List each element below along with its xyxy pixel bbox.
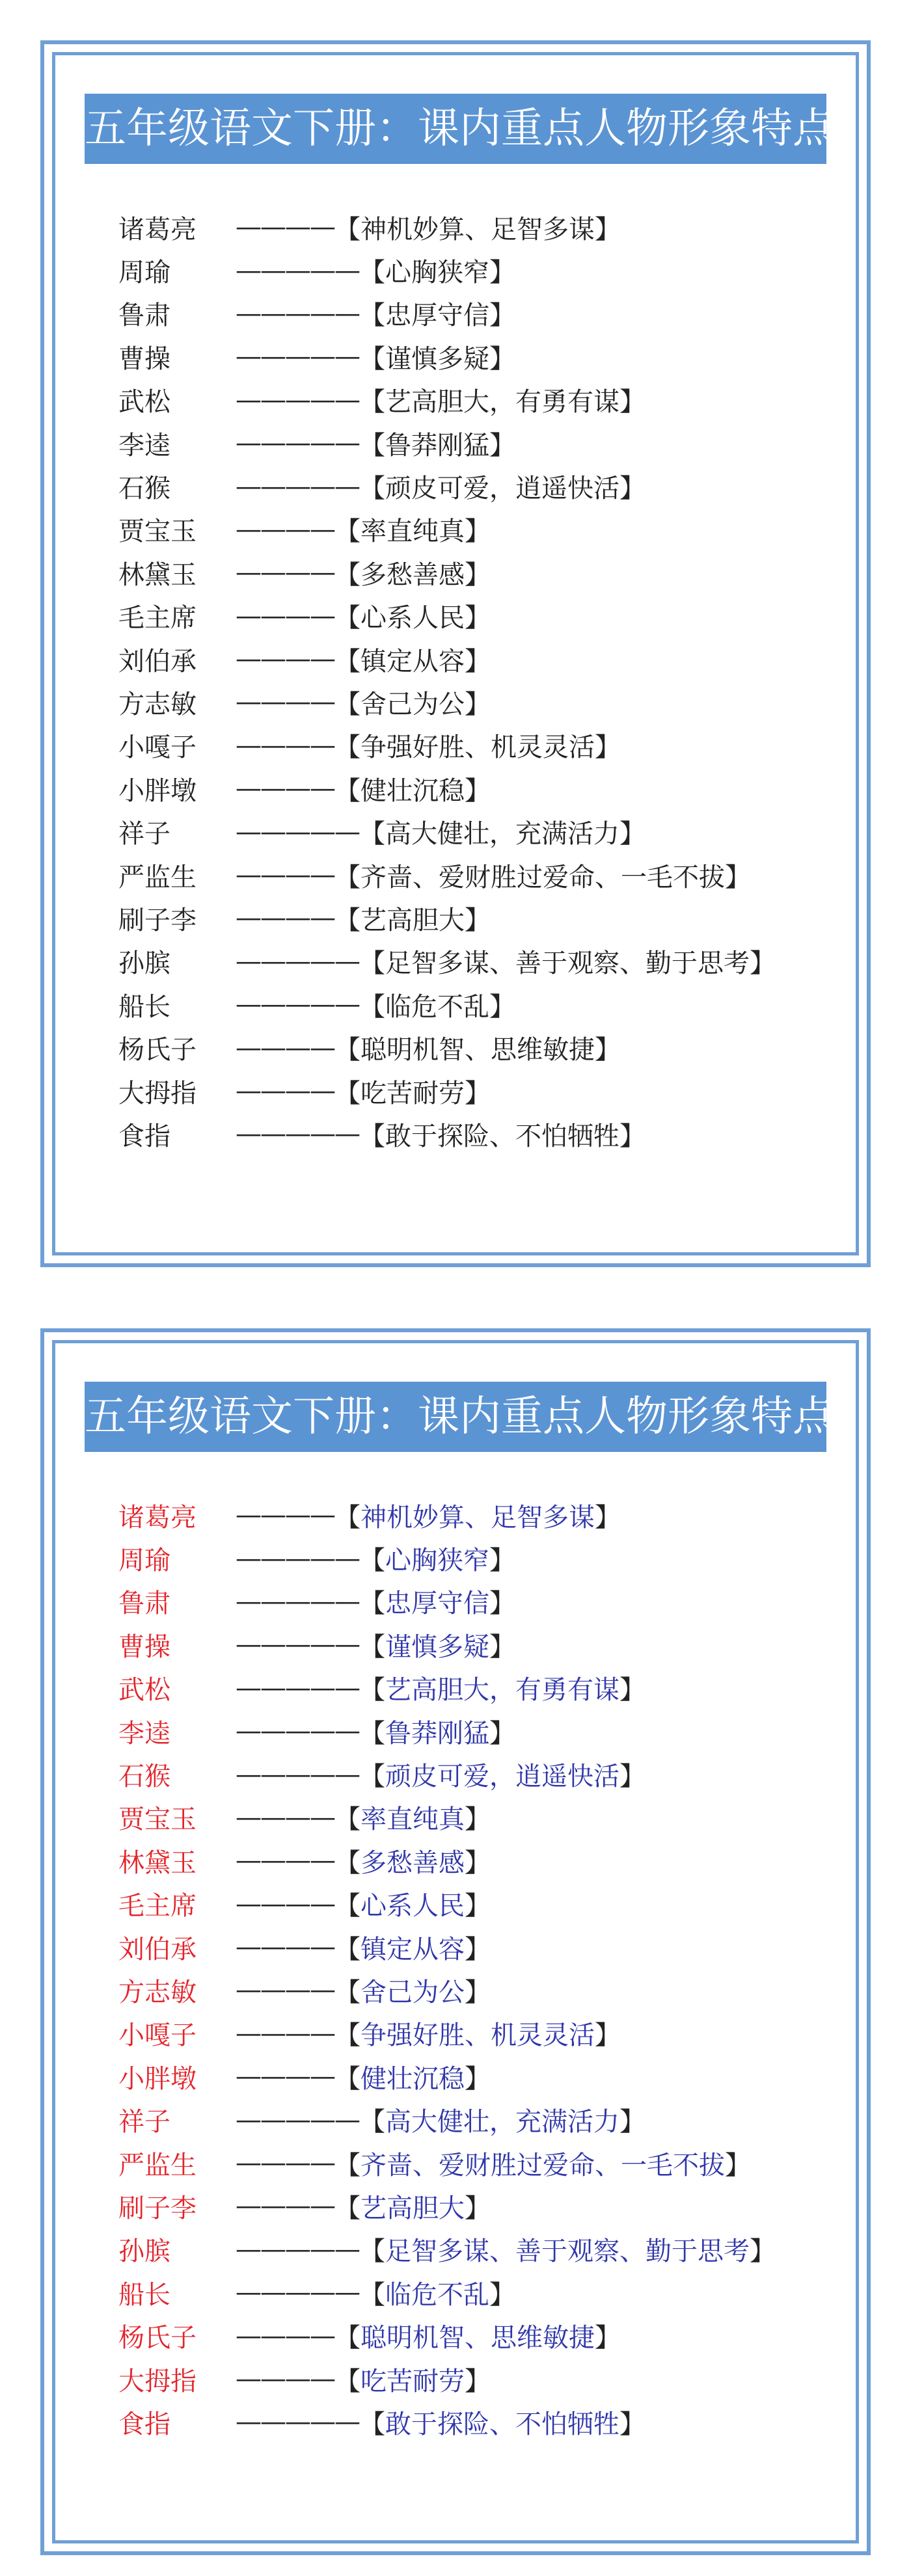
dash-separator: ———— — [236, 1076, 334, 1106]
page-title: 五年级语文下册：课内重点人物形象特点 — [85, 94, 826, 164]
character-name: 李逵 — [118, 430, 170, 461]
list-item — [118, 767, 776, 810]
character-trait: 顽皮可爱，逍遥快活 — [385, 1762, 619, 1792]
bracket-close: 】 — [619, 387, 646, 418]
bracket-close: 】 — [595, 214, 621, 245]
character-trait: 艺高胆大，有勇有谋 — [385, 387, 619, 418]
dash-separator: ———— — [236, 687, 334, 718]
dash-separator: ———— — [236, 514, 334, 544]
character-name: 大拇指 — [118, 2366, 197, 2396]
bracket-open: 【 — [334, 517, 360, 547]
dash-separator: ————— — [236, 1716, 359, 1747]
bracket-close: 】 — [465, 689, 491, 719]
dash-separator: ————— — [236, 1119, 359, 1149]
bracket-open: 【 — [334, 2150, 360, 2180]
list-item — [118, 2228, 776, 2271]
dash-separator: ———— — [236, 2018, 334, 2048]
character-trait: 吃苦耐劳 — [360, 2366, 465, 2396]
bracket-open: 【 — [334, 1891, 360, 1922]
character-name: 船长 — [118, 2279, 170, 2310]
character-name: 方志敏 — [118, 689, 197, 719]
character-name: 船长 — [118, 991, 170, 1022]
character-trait: 鲁莽刚猛 — [385, 430, 489, 461]
character-name: 刘伯承 — [118, 646, 197, 677]
list-item — [118, 853, 776, 896]
list-item — [118, 896, 776, 939]
bracket-close: 】 — [619, 2107, 646, 2138]
dash-separator: ———— — [236, 1975, 334, 2006]
bracket-open: 【 — [334, 905, 360, 935]
dash-separator: ————— — [236, 1672, 359, 1703]
bracket-open: 【 — [359, 2409, 385, 2439]
character-trait: 敢于探险、不怕牺牲 — [385, 1121, 619, 1151]
bracket-open: 【 — [359, 1762, 385, 1792]
bracket-open: 【 — [334, 1035, 360, 1066]
character-name: 严监生 — [118, 2150, 197, 2180]
character-name: 刘伯承 — [118, 1934, 197, 1965]
dash-separator: ————— — [236, 2104, 359, 2135]
bracket-close: 】 — [489, 1546, 515, 1576]
dash-separator: ———— — [236, 1932, 334, 1963]
list-item — [118, 1839, 776, 1882]
character-trait: 镇定从容 — [360, 646, 465, 677]
character-name: 李逵 — [118, 1718, 170, 1749]
bracket-open: 【 — [334, 2020, 360, 2051]
bracket-open: 【 — [334, 775, 360, 806]
bracket-open: 【 — [334, 689, 360, 719]
bracket-close: 】 — [595, 2323, 621, 2354]
character-trait: 敢于探险、不怕牺牲 — [385, 2409, 619, 2439]
bracket-open: 【 — [334, 1847, 360, 1878]
dash-separator: ————— — [236, 2234, 359, 2264]
dash-separator: ———— — [236, 1845, 334, 1876]
bracket-close: 】 — [725, 862, 751, 892]
character-name: 周瑜 — [118, 1546, 170, 1576]
dash-separator: ————— — [236, 2277, 359, 2308]
list-item — [118, 508, 776, 551]
list-item — [118, 1667, 776, 1710]
character-name: 食指 — [118, 1121, 170, 1151]
character-name: 祥子 — [118, 2107, 170, 2138]
bracket-open: 【 — [334, 2193, 360, 2223]
dash-separator: ———— — [236, 557, 334, 588]
character-name: 武松 — [118, 1675, 170, 1706]
bracket-open: 【 — [359, 819, 385, 850]
list-item — [118, 422, 776, 464]
character-trait: 高大健壮，充满活力 — [385, 819, 619, 850]
character-name: 周瑜 — [118, 258, 170, 288]
bracket-close: 】 — [595, 1035, 621, 1066]
list-item — [118, 1796, 776, 1839]
dash-separator: ————— — [236, 989, 359, 1020]
character-name: 贾宝玉 — [118, 517, 197, 547]
character-trait: 舍己为公 — [360, 1977, 465, 2007]
list-item — [118, 940, 776, 983]
character-list — [118, 1494, 776, 2444]
character-trait: 艺高胆大 — [360, 905, 465, 935]
list-item — [118, 551, 776, 594]
character-card-colored — [40, 1328, 871, 2555]
bracket-close: 】 — [465, 2063, 491, 2094]
bracket-open: 【 — [359, 1589, 385, 1619]
character-trait: 齐啬、爱财胜过爱命、一毛不拔 — [360, 2150, 725, 2180]
character-name: 小胖墩 — [118, 775, 197, 806]
bracket-open: 【 — [334, 732, 360, 763]
bracket-close: 】 — [619, 819, 646, 850]
character-name: 林黛玉 — [118, 1847, 197, 1878]
bracket-open: 【 — [334, 603, 360, 634]
bracket-open: 【 — [334, 1078, 360, 1108]
character-trait: 临危不乱 — [385, 2279, 489, 2310]
character-trait: 舍己为公 — [360, 689, 465, 719]
character-trait: 神机妙算、足智多谋 — [360, 1502, 595, 1533]
character-trait: 忠厚守信 — [385, 1589, 489, 1619]
list-item — [118, 983, 776, 1026]
list-item — [118, 206, 776, 248]
character-name: 武松 — [118, 387, 170, 418]
character-name: 毛主席 — [118, 1891, 197, 1922]
dash-separator: ———— — [236, 2148, 334, 2179]
dash-separator: ————— — [236, 384, 359, 415]
character-name: 诸葛亮 — [118, 1502, 197, 1533]
list-item — [118, 1494, 776, 1536]
list-item — [118, 1925, 776, 1968]
character-trait: 多愁善感 — [360, 559, 465, 590]
character-name: 曹操 — [118, 1631, 170, 1662]
bracket-open: 【 — [334, 1934, 360, 1965]
list-item — [118, 2098, 776, 2141]
bracket-close: 】 — [465, 646, 491, 677]
bracket-close: 】 — [595, 732, 621, 763]
list-item — [118, 464, 776, 507]
dash-separator: ———— — [236, 212, 334, 243]
bracket-close: 】 — [465, 1934, 491, 1965]
character-trait: 临危不乱 — [385, 991, 489, 1022]
character-trait: 齐啬、爱财胜过爱命、一毛不拔 — [360, 862, 725, 892]
bracket-close: 】 — [465, 2366, 491, 2396]
dash-separator: ———— — [236, 1888, 334, 1919]
character-name: 食指 — [118, 2409, 170, 2439]
bracket-close: 】 — [465, 1078, 491, 1108]
list-item — [118, 1623, 776, 1666]
bracket-close: 】 — [619, 474, 646, 504]
list-item — [118, 2055, 776, 2098]
list-item — [118, 724, 776, 767]
character-trait: 健壮沉稳 — [360, 775, 465, 806]
dash-separator: ———— — [236, 773, 334, 804]
character-name: 严监生 — [118, 862, 197, 892]
dash-separator: ————— — [236, 428, 359, 459]
bracket-close: 】 — [489, 430, 515, 461]
list-item — [118, 637, 776, 680]
bracket-close: 】 — [489, 301, 515, 331]
character-trait: 吃苦耐劳 — [360, 1078, 465, 1108]
bracket-open: 【 — [359, 1631, 385, 1662]
bracket-open: 【 — [334, 2323, 360, 2354]
list-item — [118, 379, 776, 422]
bracket-open: 【 — [359, 1121, 385, 1151]
bracket-open: 【 — [334, 1805, 360, 1835]
character-name: 杨氏子 — [118, 2323, 197, 2354]
bracket-close: 】 — [465, 905, 491, 935]
dash-separator: ———— — [236, 644, 334, 675]
character-trait: 镇定从容 — [360, 1934, 465, 1965]
bracket-open: 【 — [359, 258, 385, 288]
bracket-close: 】 — [465, 1847, 491, 1878]
bracket-close: 】 — [619, 1762, 646, 1792]
list-item — [118, 2271, 776, 2314]
character-trait: 忠厚守信 — [385, 301, 489, 331]
bracket-close: 】 — [725, 2150, 751, 2180]
character-trait: 争强好胜、机灵灵活 — [360, 732, 595, 763]
character-trait: 谨慎多疑 — [385, 1631, 489, 1662]
bracket-close: 】 — [595, 2020, 621, 2051]
bracket-close: 】 — [465, 2193, 491, 2223]
bracket-close: 】 — [489, 991, 515, 1022]
dash-separator: ————— — [236, 1759, 359, 1790]
character-trait: 高大健壮，充满活力 — [385, 2107, 619, 2138]
bracket-close: 】 — [489, 1589, 515, 1619]
character-name: 林黛玉 — [118, 559, 197, 590]
bracket-close: 】 — [489, 2279, 515, 2310]
bracket-close: 】 — [595, 1502, 621, 1533]
bracket-close: 】 — [750, 948, 776, 979]
bracket-close: 】 — [489, 1718, 515, 1749]
dash-separator: ————— — [236, 471, 359, 502]
list-item — [118, 1710, 776, 1752]
bracket-close: 】 — [619, 1121, 646, 1151]
character-name: 毛主席 — [118, 603, 197, 634]
character-name: 石猴 — [118, 474, 170, 504]
bracket-close: 】 — [465, 1805, 491, 1835]
character-name: 孙膑 — [118, 948, 170, 979]
list-item — [118, 1883, 776, 1925]
character-list — [118, 206, 776, 1156]
character-trait: 率直纯真 — [360, 517, 465, 547]
bracket-close: 】 — [489, 343, 515, 374]
character-name: 诸葛亮 — [118, 214, 197, 245]
dash-separator: ————— — [236, 1586, 359, 1617]
list-item — [118, 2357, 776, 2400]
bracket-open: 【 — [359, 2107, 385, 2138]
bracket-open: 【 — [334, 1977, 360, 2007]
bracket-close: 】 — [619, 1675, 646, 1706]
list-item — [118, 2400, 776, 2443]
bracket-open: 【 — [359, 301, 385, 331]
bracket-open: 【 — [359, 1675, 385, 1706]
list-item — [118, 292, 776, 335]
bracket-open: 【 — [334, 2063, 360, 2094]
dash-separator: ————— — [236, 1630, 359, 1660]
bracket-close: 】 — [489, 258, 515, 288]
character-trait: 神机妙算、足智多谋 — [360, 214, 595, 245]
bracket-open: 【 — [334, 214, 360, 245]
bracket-close: 】 — [619, 2409, 646, 2439]
list-item — [118, 1580, 776, 1623]
character-name: 石猴 — [118, 1762, 170, 1792]
bracket-open: 【 — [334, 559, 360, 590]
character-name: 刷子李 — [118, 2193, 197, 2223]
bracket-open: 【 — [359, 2279, 385, 2310]
bracket-close: 】 — [489, 1631, 515, 1662]
character-name: 曹操 — [118, 343, 170, 374]
bracket-open: 【 — [359, 387, 385, 418]
dash-separator: ————— — [236, 255, 359, 286]
dash-separator: ———— — [236, 1500, 334, 1531]
character-trait: 率直纯真 — [360, 1805, 465, 1835]
character-trait: 健壮沉稳 — [360, 2063, 465, 2094]
list-item — [118, 335, 776, 378]
character-name: 孙膑 — [118, 2236, 170, 2267]
list-item — [118, 1026, 776, 1069]
page-title: 五年级语文下册：课内重点人物形象特点 — [85, 1382, 826, 1452]
dash-separator: ———— — [236, 2191, 334, 2221]
character-trait: 争强好胜、机灵灵活 — [360, 2020, 595, 2051]
character-name: 杨氏子 — [118, 1035, 197, 1066]
character-card-plain — [40, 40, 871, 1267]
dash-separator: ———— — [236, 860, 334, 891]
list-item — [118, 2184, 776, 2227]
bracket-open: 【 — [359, 343, 385, 374]
character-trait: 顽皮可爱，逍遥快活 — [385, 474, 619, 504]
bracket-open: 【 — [334, 2366, 360, 2396]
bracket-open: 【 — [359, 948, 385, 979]
character-trait: 谨慎多疑 — [385, 343, 489, 374]
bracket-close: 】 — [465, 603, 491, 634]
list-item — [118, 1968, 776, 2011]
bracket-close: 】 — [465, 775, 491, 806]
dash-separator: ———— — [236, 730, 334, 760]
character-name: 鲁肃 — [118, 1589, 170, 1619]
bracket-close: 】 — [465, 1891, 491, 1922]
bracket-open: 【 — [359, 991, 385, 1022]
character-name: 大拇指 — [118, 1078, 197, 1108]
dash-separator: ————— — [236, 298, 359, 329]
list-item — [118, 1752, 776, 1795]
character-name: 小胖墩 — [118, 2063, 197, 2094]
character-trait: 心系人民 — [360, 1891, 465, 1922]
dash-separator: ————— — [236, 816, 359, 847]
bracket-open: 【 — [334, 862, 360, 892]
bracket-close: 】 — [465, 559, 491, 590]
character-trait: 足智多谋、善于观察、勤于思考 — [385, 948, 750, 979]
list-item — [118, 1112, 776, 1155]
list-item — [118, 1069, 776, 1112]
dash-separator: ————— — [236, 1543, 359, 1574]
character-trait: 多愁善感 — [360, 1847, 465, 1878]
character-trait: 聪明机智、思维敏捷 — [360, 2323, 595, 2354]
bracket-open: 【 — [359, 1546, 385, 1576]
list-item — [118, 2314, 776, 2357]
bracket-open: 【 — [359, 2236, 385, 2267]
character-name: 方志敏 — [118, 1977, 197, 2007]
character-trait: 心胸狭窄 — [385, 258, 489, 288]
dash-separator: ————— — [236, 946, 359, 976]
dash-separator: ———— — [236, 903, 334, 933]
dash-separator: ————— — [236, 342, 359, 372]
list-item — [118, 1536, 776, 1579]
list-item — [118, 248, 776, 291]
bracket-open: 【 — [359, 430, 385, 461]
list-item — [118, 810, 776, 853]
list-item — [118, 2141, 776, 2184]
list-item — [118, 595, 776, 637]
character-name: 祥子 — [118, 819, 170, 850]
dash-separator: ———— — [236, 1802, 334, 1832]
bracket-close: 】 — [750, 2236, 776, 2267]
list-item — [118, 680, 776, 723]
character-trait: 心胸狭窄 — [385, 1546, 489, 1576]
dash-separator: ———— — [236, 1032, 334, 1063]
dash-separator: ————— — [236, 2407, 359, 2437]
bracket-close: 】 — [465, 517, 491, 547]
character-name: 贾宝玉 — [118, 1805, 197, 1835]
dash-separator: ———— — [236, 2061, 334, 2092]
bracket-open: 【 — [359, 474, 385, 504]
character-trait: 鲁莽刚猛 — [385, 1718, 489, 1749]
dash-separator: ———— — [236, 2320, 334, 2351]
dash-separator: ———— — [236, 600, 334, 631]
character-name: 小嘎子 — [118, 2020, 197, 2051]
character-trait: 艺高胆大 — [360, 2193, 465, 2223]
character-trait: 艺高胆大，有勇有谋 — [385, 1675, 619, 1706]
character-name: 小嘎子 — [118, 732, 197, 763]
bracket-open: 【 — [334, 646, 360, 677]
bracket-close: 】 — [465, 1977, 491, 2007]
dash-separator: ———— — [236, 2364, 334, 2394]
bracket-open: 【 — [359, 1718, 385, 1749]
character-trait: 聪明机智、思维敏捷 — [360, 1035, 595, 1066]
character-trait: 心系人民 — [360, 603, 465, 634]
bracket-open: 【 — [334, 1502, 360, 1533]
character-name: 刷子李 — [118, 905, 197, 935]
character-trait: 足智多谋、善于观察、勤于思考 — [385, 2236, 750, 2267]
character-name: 鲁肃 — [118, 301, 170, 331]
list-item — [118, 2012, 776, 2055]
